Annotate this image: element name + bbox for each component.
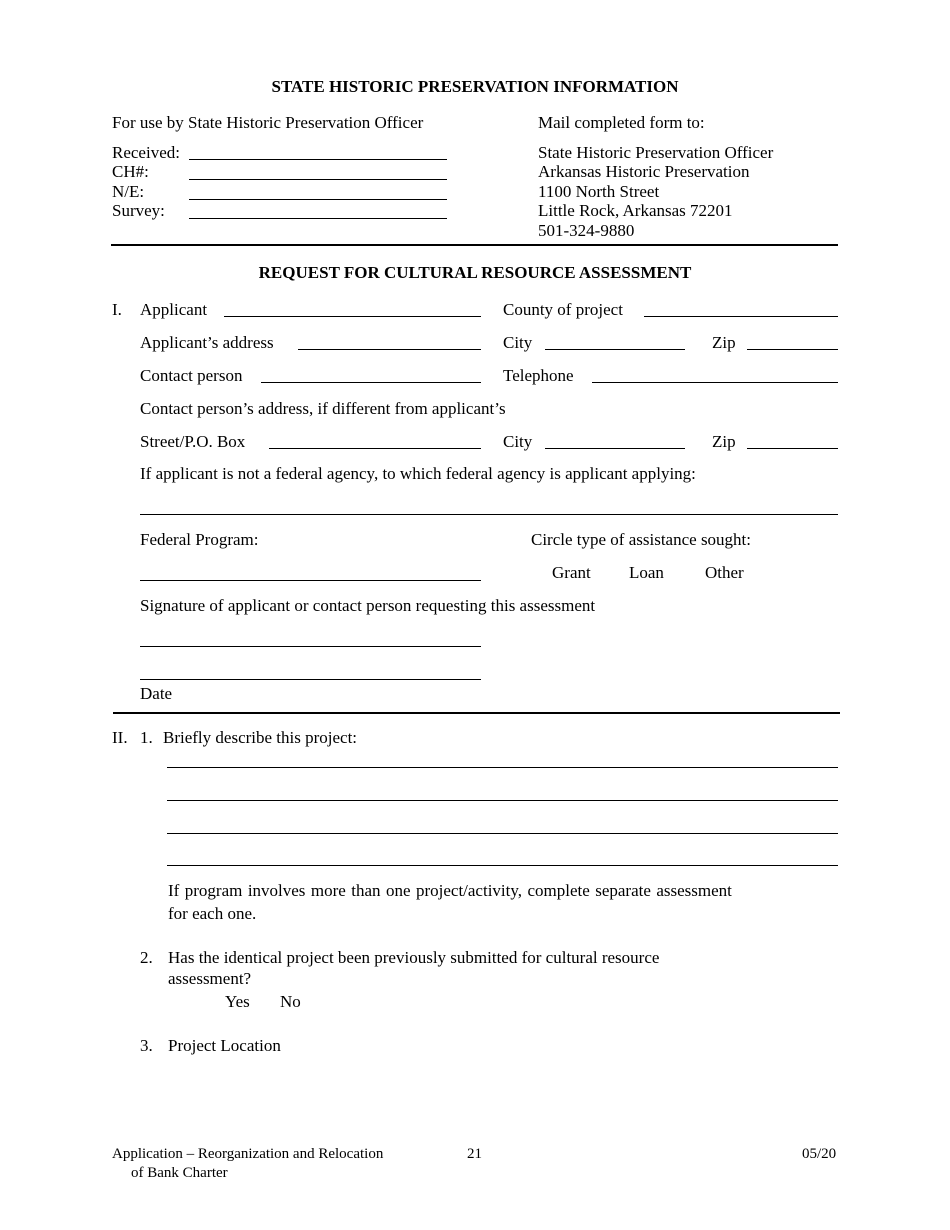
section-title: REQUEST FOR CULTURAL RESOURCE ASSESSMENT — [258, 263, 692, 282]
date-field[interactable] — [140, 679, 481, 680]
contact-person-field[interactable] — [261, 382, 481, 383]
page-number: 21 — [467, 1146, 482, 1162]
section-1-numeral: I. — [112, 300, 122, 319]
telephone-label: Telephone — [503, 366, 574, 385]
ch-field[interactable] — [189, 179, 447, 180]
applicant-label: Applicant — [140, 300, 208, 319]
survey-label: Survey: — [112, 201, 165, 220]
address-line-2: Arkansas Historic Preservation — [538, 162, 750, 181]
received-field[interactable] — [189, 159, 447, 160]
header-divider — [111, 244, 838, 246]
section-divider — [113, 712, 840, 714]
federal-agency-field[interactable] — [140, 514, 838, 515]
mail-to-label: Mail completed form to: — [538, 113, 705, 132]
circle-type-label: Circle type of assistance sought: — [531, 530, 752, 549]
option-loan[interactable]: Loan — [629, 563, 664, 582]
q1-number: 1. — [140, 728, 153, 747]
page-title: STATE HISTORIC PRESERVATION INFORMATION — [271, 77, 679, 96]
received-label: Received: — [112, 143, 180, 162]
address-line-1: State Historic Preservation Officer — [538, 143, 774, 162]
office-use-label: For use by State Historic Preservation Officer — [112, 113, 424, 132]
contact-zip-label: Zip — [712, 432, 736, 451]
description-line-3[interactable] — [167, 833, 838, 834]
city-field[interactable] — [545, 349, 685, 350]
signature-field[interactable] — [140, 646, 481, 647]
ne-field[interactable] — [189, 199, 447, 200]
contact-zip-field[interactable] — [747, 448, 838, 449]
option-no[interactable]: No — [280, 992, 301, 1011]
contact-city-label: City — [503, 432, 533, 451]
description-line-1[interactable] — [167, 767, 838, 768]
signature-label: Signature of applicant or contact person requesting this assessment — [140, 596, 596, 615]
city-label: City — [503, 333, 533, 352]
zip-field[interactable] — [747, 349, 838, 350]
county-field[interactable] — [644, 316, 838, 317]
federal-agency-question: If applicant is not a federal agency, to which federal agency is applicant applying: — [140, 464, 696, 483]
option-grant[interactable]: Grant — [552, 563, 591, 582]
street-field[interactable] — [269, 448, 481, 449]
county-label: County of project — [503, 300, 623, 319]
ch-label: CH#: — [112, 162, 149, 181]
description-line-2[interactable] — [167, 800, 838, 801]
q2-label-1: Has the identical project been previously submitted for cultural resource — [168, 948, 660, 967]
footer-left-1: Application – Reorganization and Relocation — [112, 1146, 384, 1162]
survey-field[interactable] — [189, 218, 447, 219]
multi-project-note-2: for each one. — [168, 904, 257, 923]
telephone-field[interactable] — [592, 382, 838, 383]
q3-label: Project Location — [168, 1036, 281, 1055]
date-label: Date — [140, 684, 173, 703]
federal-program-label: Federal Program: — [140, 530, 259, 549]
federal-program-field[interactable] — [140, 580, 481, 581]
option-other[interactable]: Other — [705, 563, 744, 582]
applicant-address-label: Applicant’s address — [140, 333, 274, 352]
contact-address-note: Contact person’s address, if different from applicant’s — [140, 399, 506, 418]
applicant-field[interactable] — [224, 316, 481, 317]
applicant-address-field[interactable] — [298, 349, 481, 350]
option-yes[interactable]: Yes — [225, 992, 250, 1011]
ne-label: N/E: — [112, 182, 145, 201]
multi-project-note-1: If program involves more than one project/activity, complete separate assessment — [168, 881, 732, 900]
footer-left-2: of Bank Charter — [131, 1165, 228, 1181]
q2-number: 2. — [140, 948, 153, 967]
description-line-4[interactable] — [167, 865, 838, 866]
contact-city-field[interactable] — [545, 448, 685, 449]
street-label: Street/P.O. Box — [140, 432, 246, 451]
q1-label: Briefly describe this project: — [163, 728, 358, 747]
footer-date: 05/20 — [802, 1146, 837, 1162]
q2-label-2: assessment? — [168, 969, 252, 988]
zip-label: Zip — [712, 333, 736, 352]
contact-person-label: Contact person — [140, 366, 243, 385]
address-line-3: 1100 North Street — [538, 182, 660, 201]
address-line-4: Little Rock, Arkansas 72201 — [538, 201, 733, 220]
q3-number: 3. — [140, 1036, 153, 1055]
address-phone: 501-324-9880 — [538, 221, 635, 240]
section-2-numeral: II. — [112, 728, 128, 747]
